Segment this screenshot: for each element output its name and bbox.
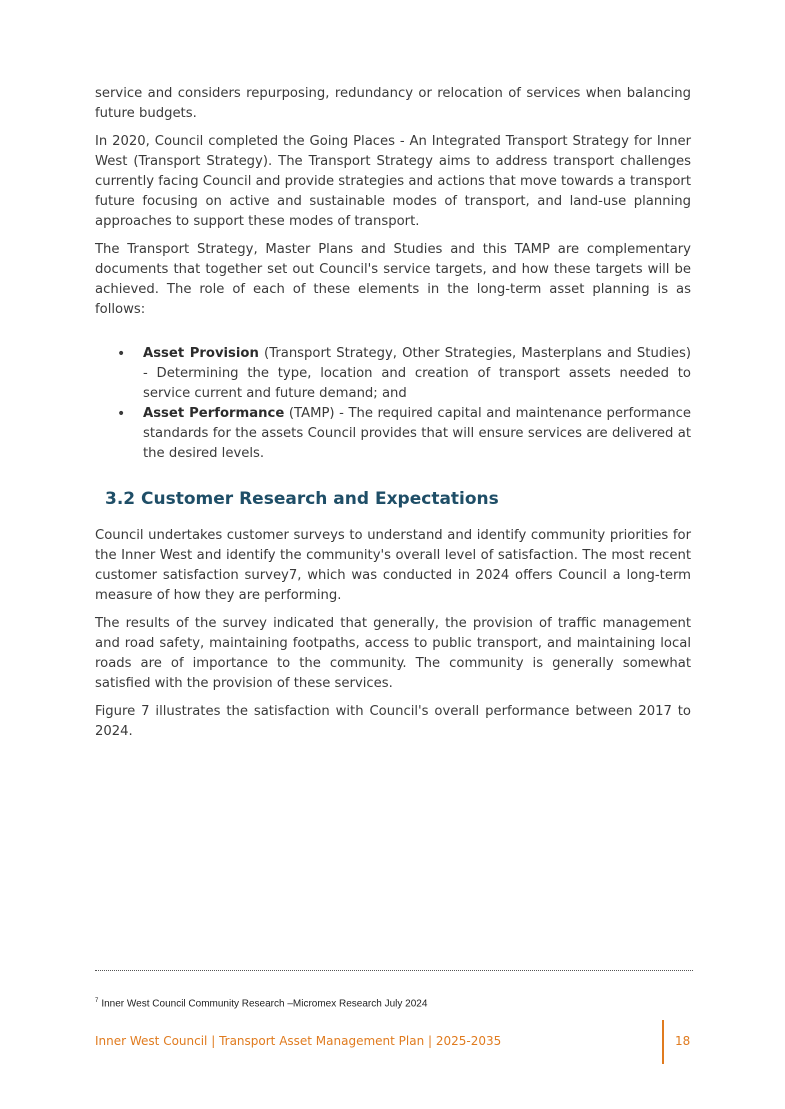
footnote-number: 7 [95,998,99,1004]
bullet-icon: • [117,346,126,362]
footer-divider [662,1020,664,1064]
list-item-text: (Transport Strategy, Other Strategies, Masterplans and Studies) - Determining the type, location and creation of transport assets needed to service current and future demand; and [143,346,691,401]
section-paragraph-2: The results of the survey indicated that generally, the provision of traffic management and road safety, maintaining footpaths, access to public transport, and maintaining local roads are of importance to the community. The community is generally somewhat satisfied with the provision of these services. [95,616,691,691]
list-item-term: Asset Provision [143,346,259,361]
list-item-asset-provision [95,344,691,404]
list-item-asset-performance [95,404,691,464]
body-paragraph-3: The Transport Strategy, Master Plans and Studies and this TAMP are complementary documents that together set out Council's service targets, and how these targets will be achieved. The role of each of these elements in the long-term asset planning is as follows: [95,242,691,317]
footnote-text: Inner West Council Community Research –Micromex Research July 2024 [101,998,428,1010]
asset-planning-list [95,344,691,464]
section-paragraph-1: Council undertakes customer surveys to understand and identify community priorities for the Inner West and identify the community's overall level of satisfaction. The most recent customer satisfaction survey7, which was conducted in 2024 offers Council a long-term measure of how they are performing. [95,528,691,603]
list-item-text: (TAMP) - The required capital and maintenance performance standards for the assets Council provides that will ensure services are delivered at the desired levels. [143,406,691,461]
footer-title: Inner West Council | Transport Asset Management Plan | 2025-2035 [95,1034,502,1048]
section-paragraph-3: Figure 7 illustrates the satisfaction with Council's overall performance between 2017 to 2024. [95,704,691,739]
body-paragraph-2: In 2020, Council completed the Going Places - An Integrated Transport Strategy for Inner West (Transport Strategy). The Transport Strategy aims to address transport challenges currently facing Council and provide strategies and actions that move towards a transport future focusing on active and sustainable modes of transport, and land-use planning approaches to support these modes of transport. [95,134,691,229]
bullet-icon: • [117,406,126,422]
section-heading: 3.2 Customer Research and Expectations [105,489,499,509]
list-item-term: Asset Performance [143,406,285,421]
footnote-divider [95,970,693,971]
footnote [95,998,427,1009]
body-paragraph-1: service and considers repurposing, redundancy or relocation of services when balancing future budgets. [95,86,691,121]
page-content [95,84,691,750]
page-number: 18 [675,1034,691,1048]
